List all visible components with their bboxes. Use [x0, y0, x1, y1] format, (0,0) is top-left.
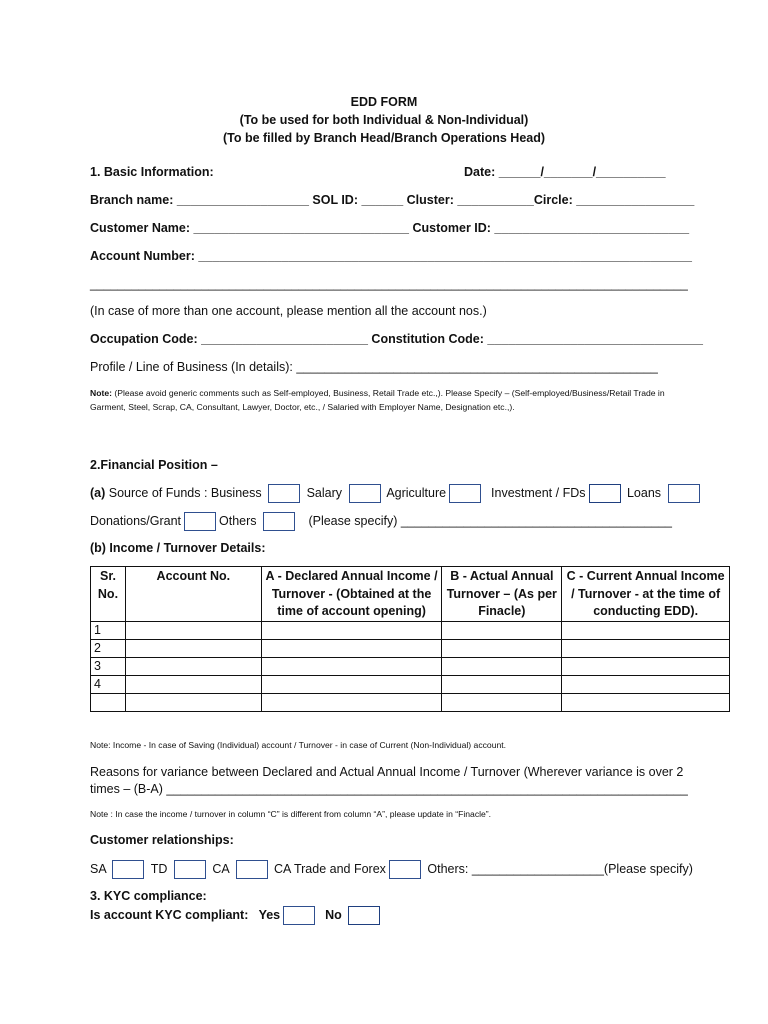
form-subtitle-filler: (To be filled by Branch Head/Branch Operations Head)	[222, 131, 546, 145]
account-no-cell[interactable]	[125, 639, 261, 657]
actual-cell[interactable]	[442, 675, 562, 693]
kyc-row	[90, 905, 383, 925]
account-no-cell[interactable]	[125, 657, 261, 675]
income-turnover-heading: (b) Income / Turnover Details:	[90, 541, 266, 555]
kyc-no-label: No	[325, 908, 342, 922]
part-a-label: (a)	[90, 486, 106, 500]
declared-cell[interactable]	[261, 675, 442, 693]
actual-cell[interactable]	[442, 621, 562, 639]
row-sr-no: 4	[91, 675, 126, 693]
col-sr-no: Sr. No.	[91, 567, 126, 622]
current-cell[interactable]	[562, 657, 730, 675]
column-c-note: Note : In case the income / turnover in column “C” is different from column “A”, please update in “Finacle”.	[90, 809, 492, 819]
row-sr-no: 3	[91, 657, 126, 675]
sa-checkbox[interactable]	[112, 860, 144, 879]
kyc-question: Is account KYC compliant:	[90, 908, 249, 922]
investment-checkbox[interactable]	[589, 484, 621, 503]
form-title: EDD FORM	[350, 95, 418, 109]
donations-checkbox[interactable]	[184, 512, 216, 531]
branch-sol-cluster-circle-line[interactable]: Branch name: ___________________ SOL ID: ______ Cluster: ___________Circle: _________________	[90, 193, 695, 207]
current-cell[interactable]	[562, 693, 730, 711]
kyc-no-checkbox[interactable]	[348, 906, 380, 925]
loans-label: Loans	[626, 486, 662, 500]
others-relationship-line[interactable]: Others: ___________________(Please specify)	[427, 862, 693, 876]
declared-cell[interactable]	[261, 657, 442, 675]
col-account-no: Account No.	[125, 567, 261, 622]
declared-cell[interactable]	[261, 693, 442, 711]
profile-note	[90, 386, 680, 414]
actual-cell[interactable]	[442, 693, 562, 711]
sa-label: SA	[90, 862, 106, 876]
source-funds-business-label: Source of Funds : Business	[105, 486, 262, 500]
donations-label: Donations/Grant	[90, 514, 182, 528]
col-current-income: C - Current Annual Income / Turnover - at the time of conducting EDD).	[562, 567, 730, 622]
date-field[interactable]: Date: ______/_______/__________	[464, 165, 666, 179]
income-note: Note: Income - In case of Saving (Individual) account / Turnover - in case of Current (Non-Individual) account.	[90, 740, 507, 750]
account-number-extra-line[interactable]: ______________________________________________________________________________________	[90, 277, 688, 291]
profile-business-line[interactable]: Profile / Line of Business (In details): ____________________________________________________	[90, 360, 658, 374]
income-turnover-table	[90, 566, 730, 712]
others-funds-label: Others	[219, 514, 257, 528]
row-sr-no: 1	[91, 621, 126, 639]
row-sr-no	[91, 693, 126, 711]
actual-cell[interactable]	[442, 639, 562, 657]
declared-cell[interactable]	[261, 621, 442, 639]
relationships-row	[90, 860, 693, 879]
current-cell[interactable]	[562, 639, 730, 657]
investment-label: Investment / FDs	[491, 486, 586, 500]
customer-name-id-line[interactable]: Customer Name: _______________________________ Customer ID: ____________________________	[90, 221, 690, 235]
source-of-funds-row	[90, 484, 703, 503]
others-funds-checkbox[interactable]	[263, 512, 295, 531]
current-cell[interactable]	[562, 675, 730, 693]
variance-reasons-field[interactable]: Reasons for variance between Declared and Actual Annual Income / Turnover (Wherever variance is over 2 times – (B-A) ___________________________________________________________________________	[90, 765, 688, 796]
table-row	[91, 693, 730, 711]
donations-row	[90, 512, 672, 531]
customer-relationships-heading: Customer relationships:	[90, 833, 234, 847]
ca-trade-forex-label: CA Trade and Forex	[274, 862, 386, 876]
agriculture-label: Agriculture	[386, 486, 447, 500]
declared-cell[interactable]	[261, 639, 442, 657]
col-actual-turnover: B - Actual Annual Turnover – (As per Finacle)	[442, 567, 562, 622]
account-no-cell[interactable]	[125, 675, 261, 693]
ca-label: CA	[212, 862, 230, 876]
current-cell[interactable]	[562, 621, 730, 639]
form-subtitle-usage: (To be used for both Individual & Non-Individual)	[239, 113, 529, 127]
kyc-heading: 3. KYC compliance:	[90, 889, 207, 903]
profile-note-text: (Please avoid generic comments such as Self-employed, Business, Retail Trade etc.,). Please Specify – (Self-employed/Business/Retail Trade in Garment, Steel, Scrap, CA, Consultant, Lawyer, Doctor, etc., / Salaried with Employer Name, Designation etc.,).	[90, 388, 665, 412]
occupation-constitution-line[interactable]: Occupation Code: ________________________ Constitution Code: _______________________________	[90, 332, 703, 346]
business-checkbox[interactable]	[268, 484, 300, 503]
ca-trade-forex-checkbox[interactable]	[389, 860, 421, 879]
agriculture-checkbox[interactable]	[449, 484, 481, 503]
ca-checkbox[interactable]	[236, 860, 268, 879]
td-label: TD	[150, 862, 168, 876]
table-row	[91, 639, 730, 657]
col-declared-income: A - Declared Annual Income / Turnover - (Obtained at the time of account opening)	[261, 567, 442, 622]
account-no-cell[interactable]	[125, 693, 261, 711]
row-sr-no: 2	[91, 639, 126, 657]
basic-info-heading: 1. Basic Information:	[90, 165, 214, 179]
table-row	[91, 621, 730, 639]
account-number-line[interactable]: Account Number: _______________________________________________________________________	[90, 249, 692, 263]
kyc-yes-checkbox[interactable]	[283, 906, 315, 925]
loans-checkbox[interactable]	[668, 484, 700, 503]
table-row	[91, 675, 730, 693]
please-specify-line[interactable]: (Please specify) _______________________________________	[308, 514, 672, 528]
financial-heading: 2.Financial Position –	[90, 458, 218, 472]
td-checkbox[interactable]	[174, 860, 206, 879]
kyc-yes-label: Yes	[258, 908, 281, 922]
salary-label: Salary	[306, 486, 343, 500]
multi-account-instruction: (In case of more than one account, please mention all the account nos.)	[90, 304, 487, 318]
profile-note-label: Note:	[90, 388, 112, 398]
salary-checkbox[interactable]	[349, 484, 381, 503]
table-header-row	[91, 567, 730, 622]
account-no-cell[interactable]	[125, 621, 261, 639]
table-row	[91, 657, 730, 675]
actual-cell[interactable]	[442, 657, 562, 675]
